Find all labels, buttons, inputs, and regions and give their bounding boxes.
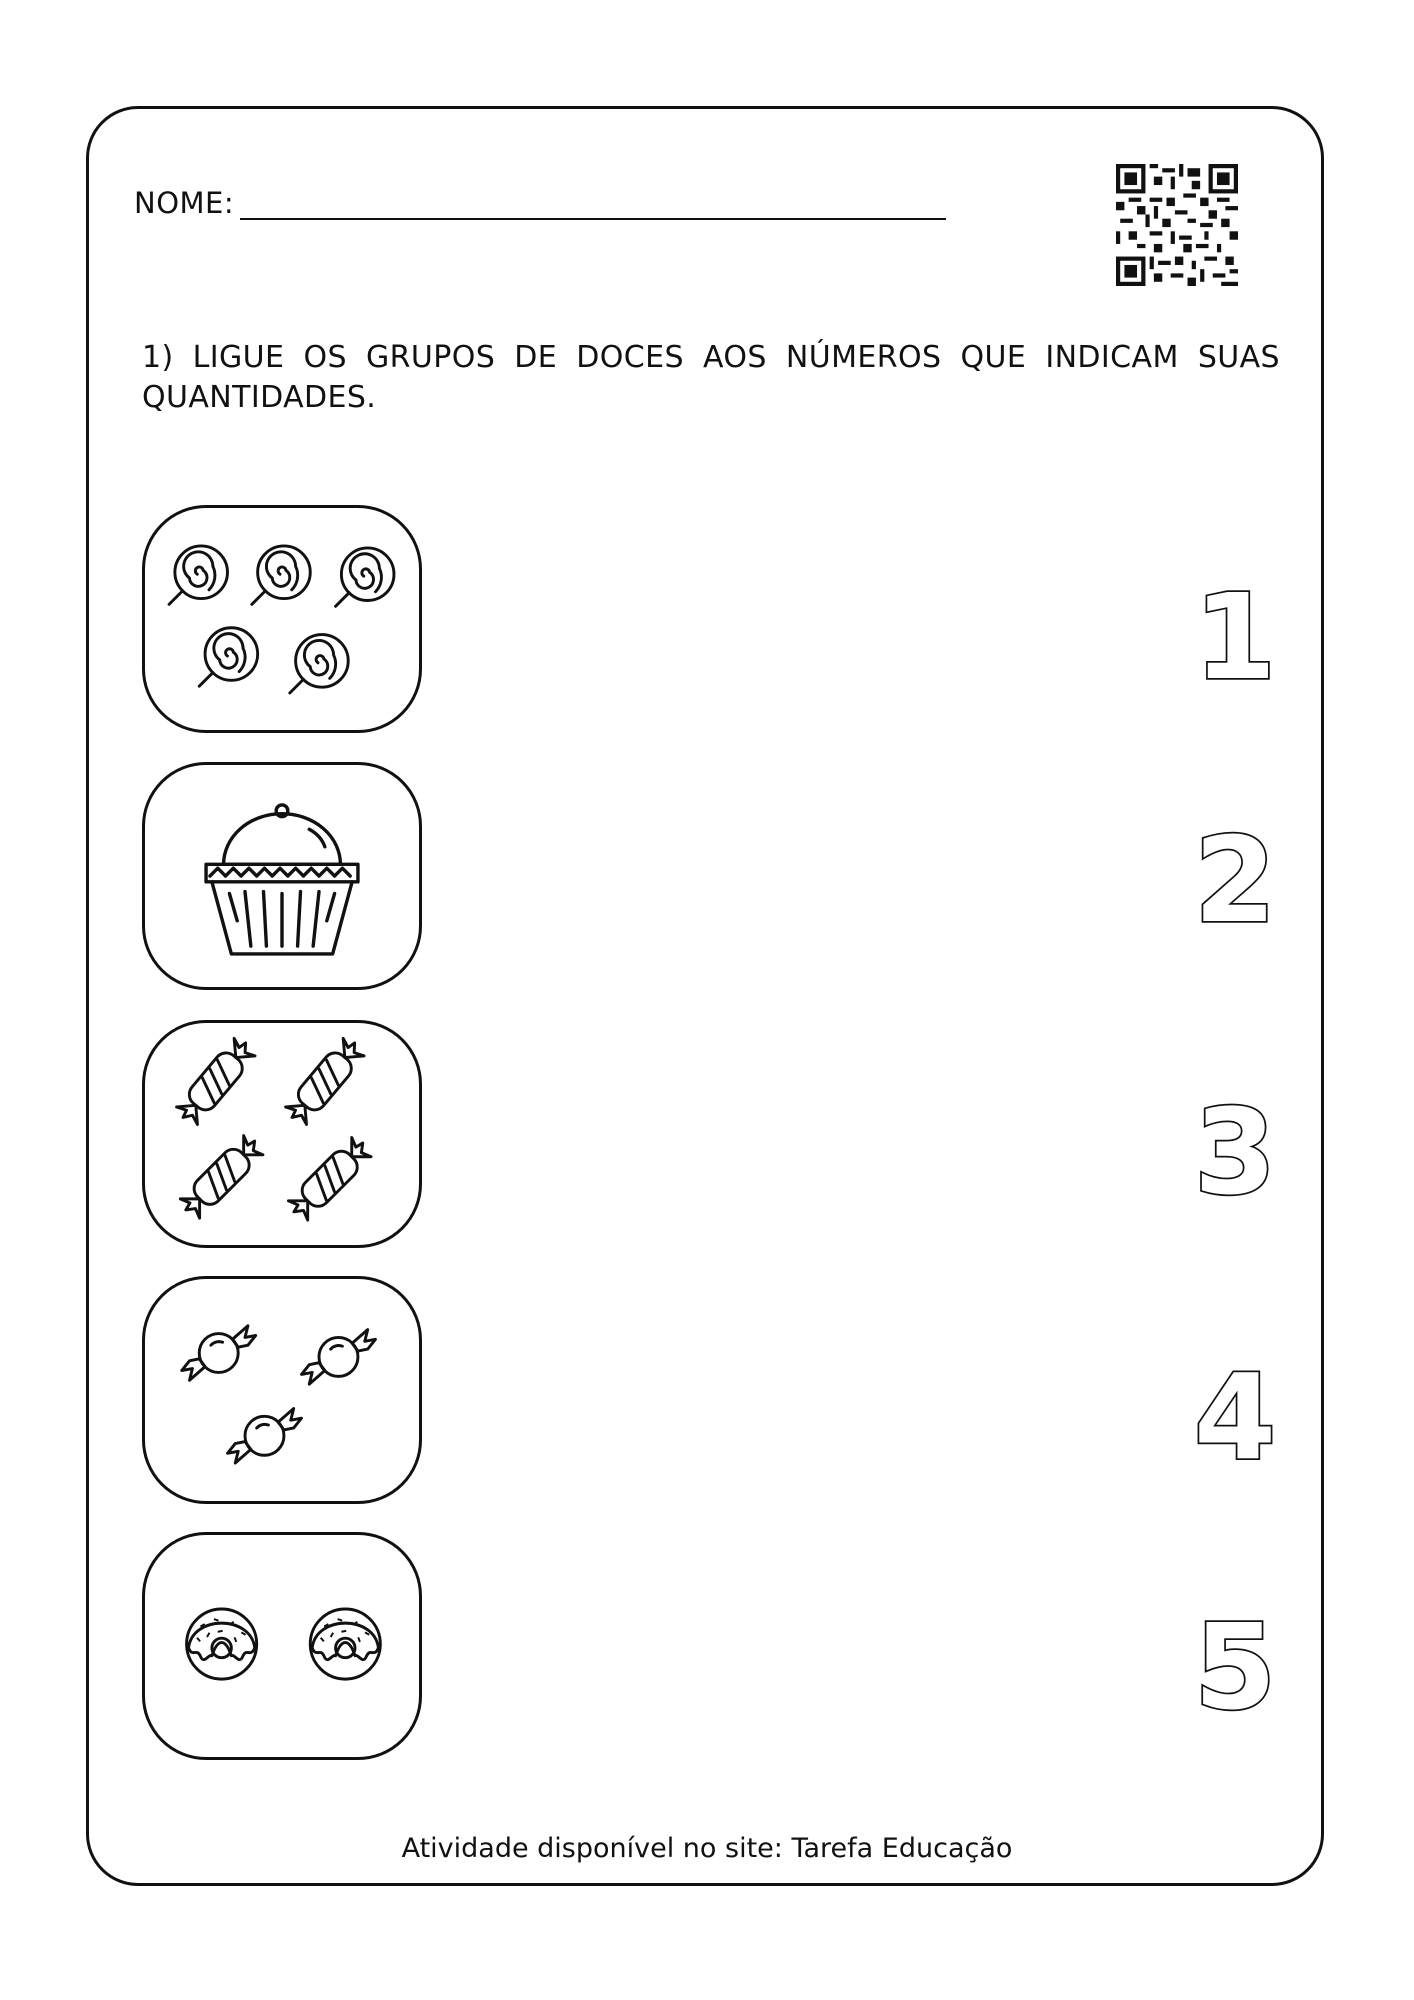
number-label: 1 bbox=[1193, 568, 1277, 706]
qr-code-icon bbox=[1116, 164, 1238, 286]
number-4[interactable] bbox=[1170, 1348, 1300, 1486]
lollipop-icon bbox=[252, 546, 310, 604]
donut-icon bbox=[187, 1609, 257, 1679]
wrapped-candy-icon bbox=[285, 1134, 375, 1224]
round-candy-icon bbox=[182, 1326, 256, 1381]
round-candy-icon bbox=[301, 1330, 375, 1385]
lollipop-icon bbox=[290, 635, 348, 693]
cupcake-icon bbox=[206, 805, 358, 954]
candy-group-wrapped-candies[interactable] bbox=[142, 1020, 422, 1248]
number-2[interactable] bbox=[1170, 811, 1300, 949]
candy-group-cupcake[interactable] bbox=[142, 762, 422, 990]
lollipop-icon bbox=[336, 548, 394, 606]
number-label: 5 bbox=[1193, 1598, 1277, 1736]
instruction-text: 1) LIGUE OS GRUPOS DE DOCES AOS NÚMEROS QUE INDICAM SUAS QUANTIDADES. bbox=[142, 340, 1280, 415]
number-1[interactable] bbox=[1170, 568, 1300, 706]
wrapped-candy-icon bbox=[177, 1132, 267, 1222]
name-label: NOME: bbox=[134, 186, 235, 220]
candy-group-round-candies[interactable] bbox=[142, 1276, 422, 1504]
footer-credit: Atividade disponível no site: Tarefa Educação bbox=[401, 1833, 1013, 1864]
round-candy-icon bbox=[227, 1409, 301, 1464]
wrapped-candy-icon bbox=[173, 1035, 258, 1128]
number-3[interactable] bbox=[1170, 1083, 1300, 1221]
number-5[interactable] bbox=[1170, 1598, 1300, 1736]
candy-group-lollipops[interactable] bbox=[142, 505, 422, 733]
number-label: 2 bbox=[1193, 811, 1277, 949]
name-field[interactable] bbox=[240, 184, 946, 220]
lollipop-icon bbox=[169, 546, 227, 604]
name-field-row bbox=[134, 184, 946, 220]
donut-icon bbox=[310, 1609, 380, 1679]
lollipop-icon bbox=[199, 628, 257, 686]
wrapped-candy-icon bbox=[282, 1035, 367, 1128]
candy-group-donuts[interactable] bbox=[142, 1532, 422, 1760]
number-label: 3 bbox=[1193, 1083, 1277, 1221]
number-label: 4 bbox=[1193, 1348, 1277, 1486]
